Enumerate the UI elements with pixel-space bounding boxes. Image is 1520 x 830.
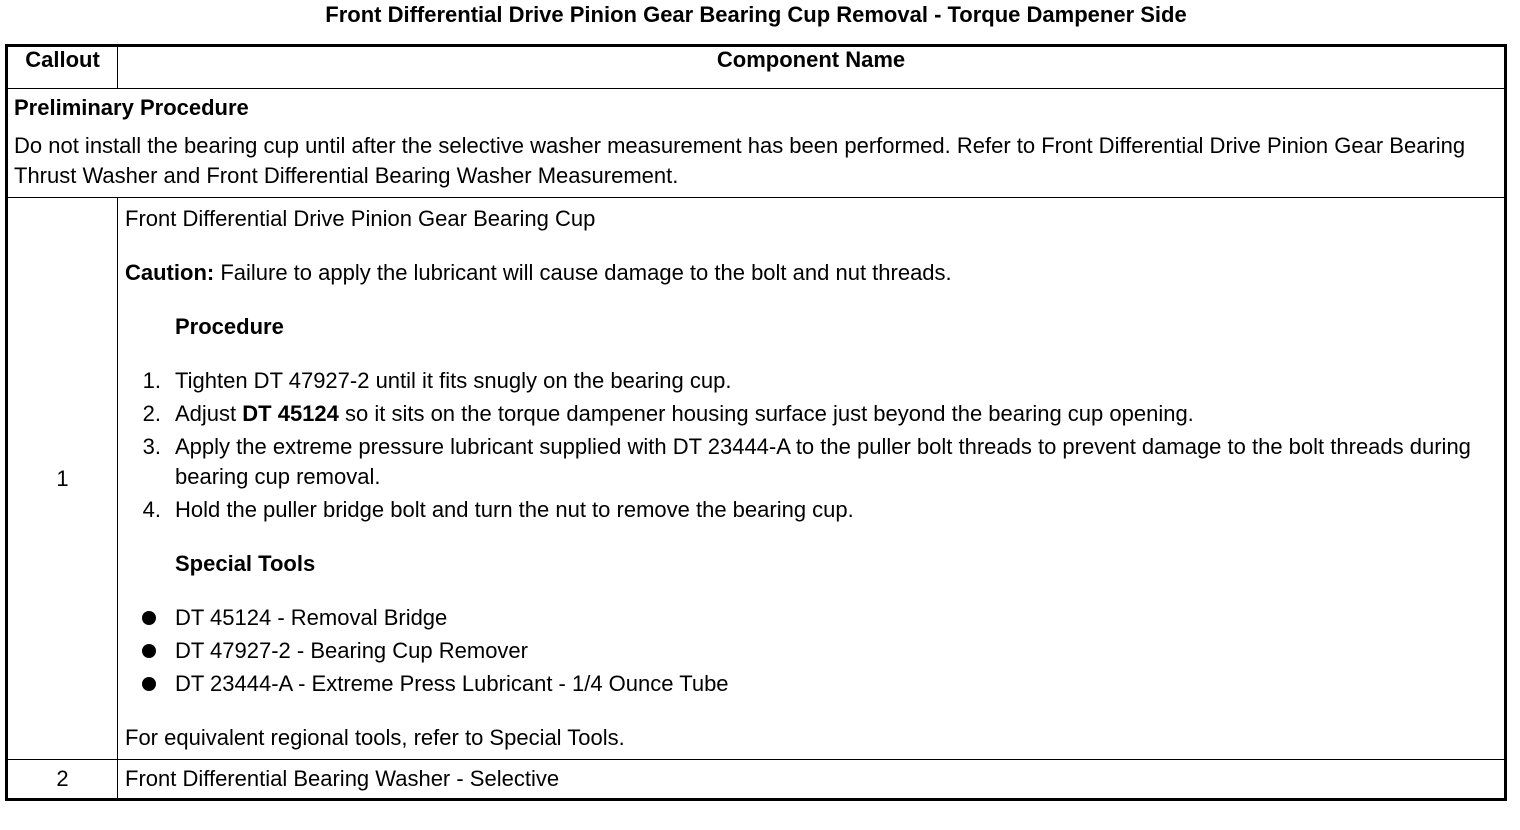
tool-name: DT 23444-A - Extreme Press Lubricant - 1/4 Ounce Tube xyxy=(175,671,729,696)
equivalent-tools-note: For equivalent regional tools, refer to Special Tools. xyxy=(125,725,625,750)
step-text: Adjust DT 45124 so it sits on the torque dampener housing surface just beyond the bearing cup opening. xyxy=(175,401,1194,426)
procedure-step xyxy=(125,495,1496,525)
procedure-step xyxy=(125,399,1496,429)
list-item xyxy=(125,603,1496,633)
procedure-step xyxy=(125,432,1496,492)
list-item xyxy=(125,669,1496,699)
component-name: Front Differential Bearing Washer - Selective xyxy=(118,760,1506,800)
preliminary-text: Do not install the bearing cup until after the selective washer measurement has been performed. Refer to Front Differential Drive Pinion Gear Bearing Thrust Washer and Front Differential Bearing Washer Measurement. xyxy=(14,133,1466,188)
procedure-table xyxy=(5,44,1507,801)
preliminary-title: Preliminary Procedure xyxy=(14,95,249,120)
table-row xyxy=(7,760,1506,800)
list-item xyxy=(125,636,1496,666)
component-name-header: Component Name xyxy=(118,46,1506,89)
table-row xyxy=(7,198,1506,760)
step-number: 2. xyxy=(142,401,161,426)
component-cell xyxy=(118,198,1506,760)
component-name: Front Differential Drive Pinion Gear Bearing Cup xyxy=(125,206,596,231)
bullet-icon xyxy=(125,603,175,633)
document-title: Front Differential Drive Pinion Gear Bearing Cup Removal - Torque Dampener Side xyxy=(325,2,1187,27)
caution-text: Failure to apply the lubricant will cause damage to the bolt and nut threads. xyxy=(220,260,952,285)
step-number: 1. xyxy=(142,368,161,393)
step-text: Tighten DT 47927-2 until it fits snugly on the bearing cup. xyxy=(175,368,732,393)
caution-note xyxy=(125,258,1496,288)
callout-number: 1 xyxy=(7,198,118,760)
preliminary-row xyxy=(7,89,1506,198)
procedure-step xyxy=(125,366,1496,396)
special-tools-list xyxy=(125,603,1496,699)
tool-name: DT 47927-2 - Bearing Cup Remover xyxy=(175,638,528,663)
tool-name: DT 45124 - Removal Bridge xyxy=(175,605,448,630)
table-header-row xyxy=(7,46,1506,89)
procedure-steps xyxy=(125,366,1496,525)
bullet-icon xyxy=(125,636,175,666)
procedure-heading: Procedure xyxy=(175,314,284,339)
step-number: 3. xyxy=(142,434,161,459)
caution-label: Caution: xyxy=(125,260,215,285)
step-text: Hold the puller bridge bolt and turn the nut to remove the bearing cup. xyxy=(175,497,854,522)
callout-header: Callout xyxy=(7,46,118,89)
callout-number: 2 xyxy=(7,760,118,800)
bullet-icon xyxy=(125,669,175,699)
special-tools-heading: Special Tools xyxy=(175,551,316,576)
preliminary-cell xyxy=(7,89,1506,198)
step-number: 4. xyxy=(142,497,161,522)
step-text: Apply the extreme pressure lubricant supplied with DT 23444-A to the puller bolt threads to prevent damage to the bolt threads during bearing cup removal. xyxy=(175,434,1471,489)
